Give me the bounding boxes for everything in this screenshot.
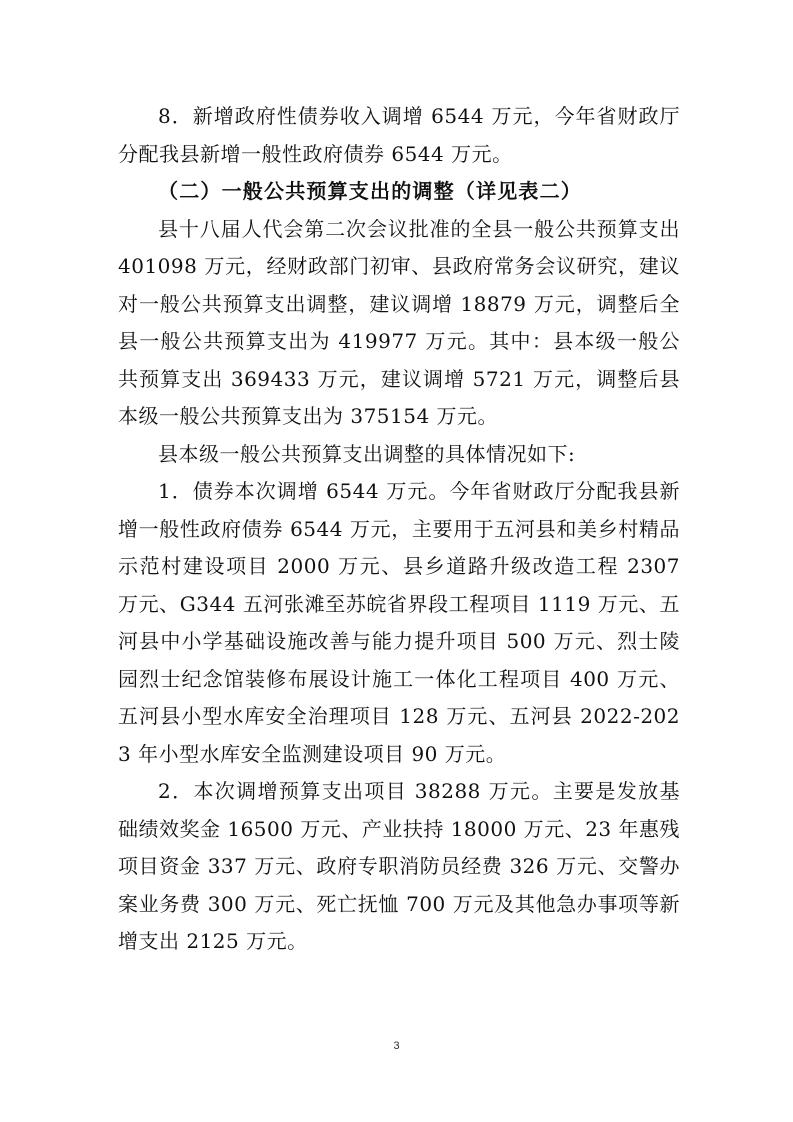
paragraph-bond-allocation: 1．债券本次调增 6544 万元。今年省财政厅分配我县新增一般性政府债券 6544 万元，主要用于五河县和美乡村精品示范村建设项目 2000 万元、县乡道路升级改造工程 2307 万元、G344 五河张滩至苏皖省界段工程项目 1119 万元、五河县中小学基础设施改善与能力提升项目 500 万元、烈士陵园烈士纪念馆装修布展设计施工一体化工程项目 400 万元、五河县小型水库安全治理项目 128 万元、五河县 2022-2023 年小型水库安全监测建设项目 90 万元。 xyxy=(118,479,680,766)
document-body xyxy=(118,98,680,961)
paragraph-bond-revenue: 8．新增政府性债券收入调增 6544 万元，今年省财政厅分配我县新增一般性政府债券 6544 万元。 xyxy=(118,104,680,166)
section-heading-expenditure-adjustment: （二）一般公共预算支出的调整（详见表二） xyxy=(158,179,582,203)
paragraph-expenditure-summary: 县十八届人代会第二次会议批准的全县一般公共预算支出 401098 万元，经财政部门初审、县政府常务会议研究，建议对一般公共预算支出调整，建议调增 18879 万元，调整后全县一般公共预算支出为 419977 万元。其中：县本级一般公共预算支出 369433 万元，建议调增 5721 万元，调整后县本级一般公共预算支出为 375154 万元。 xyxy=(118,216,680,428)
page-number: 3 xyxy=(393,1040,400,1052)
paragraph-details-intro: 县本级一般公共预算支出调整的具体情况如下: xyxy=(158,441,576,466)
paragraph-additional-projects: 2．本次调增预算支出项目 38288 万元。主要是发放基础绩效奖金 16500 万元、产业扶持 18000 万元、23 年惠残项目资金 337 万元、政府专职消防员经费 326 万元、交警办案业务费 300 万元、死亡抚恤 700 万元及其他急办事项等新增支出 2125 万元。 xyxy=(118,779,680,953)
